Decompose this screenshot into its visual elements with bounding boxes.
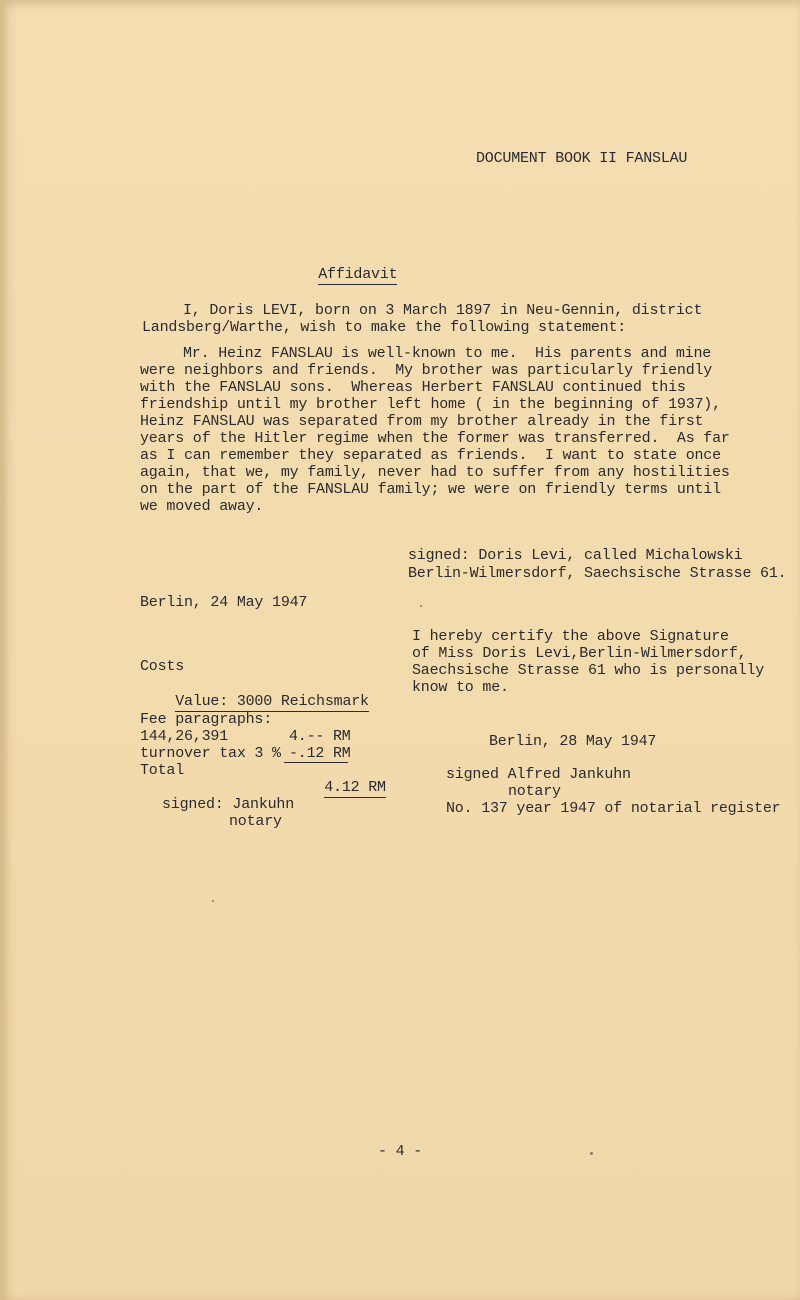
page-edge-shadow bbox=[0, 0, 8, 1300]
statement-line-2: were neighbors and friends. My brother was particularly friendly bbox=[140, 362, 713, 379]
statement-line-6: years of the Hitler regime when the former was transferred. As far bbox=[140, 430, 730, 447]
paper-speck bbox=[212, 900, 214, 902]
statement-line-4: friendship until my brother left home ( in the beginning of 1937), bbox=[140, 396, 721, 413]
notary-left-signed: signed: Jankuhn bbox=[162, 796, 295, 813]
total-label: Total bbox=[140, 762, 185, 779]
signature-line-2: Berlin-Wilmersdorf, Saechsische Strasse 61. bbox=[408, 565, 787, 582]
statement-line-10: we moved away. bbox=[140, 498, 264, 515]
page-number: - 4 - bbox=[378, 1143, 423, 1160]
notary-right-signed: signed Alfred Jankuhn bbox=[446, 766, 631, 783]
intro-line-2: Landsberg/Warthe, wish to make the following statement: bbox=[142, 319, 627, 336]
notary-left-role: notary bbox=[229, 813, 282, 830]
costs-label: Costs bbox=[140, 658, 185, 675]
paper-speck bbox=[420, 605, 422, 607]
fee-paragraphs-label: 144,26,391 bbox=[140, 728, 229, 745]
fee-paragraphs-amount: 4.-- RM bbox=[289, 728, 351, 745]
total-amount bbox=[289, 762, 386, 813]
statement-line-3: with the FANSLAU sons. Whereas Herbert FANSLAU continued this bbox=[140, 379, 686, 396]
statement-line-1: Mr. Heinz FANSLAU is well-known to me. His parents and mine bbox=[183, 345, 712, 362]
date-berlin-24-may: Berlin, 24 May 1947 bbox=[140, 594, 308, 611]
certification-line-1: I hereby certify the above Signature bbox=[412, 628, 729, 645]
paper-speck bbox=[590, 1152, 593, 1155]
affidavit-title bbox=[283, 249, 397, 300]
notary-right-role: notary bbox=[508, 783, 561, 800]
notary-right-date: Berlin, 28 May 1947 bbox=[489, 733, 657, 750]
certification-line-2: of Miss Doris Levi,Berlin-Wilmersdorf, bbox=[412, 645, 747, 662]
intro-line-1: I, Doris LEVI, born on 3 March 1897 in Neu-Gennin, district bbox=[183, 302, 703, 319]
document-book-header: DOCUMENT BOOK II FANSLAU bbox=[476, 150, 688, 167]
statement-line-9: on the part of the FANSLAU family; we were on friendly terms until bbox=[140, 481, 721, 498]
total-amount-text: 4.12 RM bbox=[324, 779, 386, 796]
costs-value-text: Value: 3000 Reichsmark bbox=[175, 693, 369, 710]
statement-line-7: as I can remember they separated as friends. I want to state once bbox=[140, 447, 721, 464]
certification-line-4: know to me. bbox=[412, 679, 509, 696]
fee-paragraphs-heading: Fee paragraphs: bbox=[140, 711, 273, 728]
statement-line-5: Heinz FANSLAU was separated from my brother already in the first bbox=[140, 413, 704, 430]
notarial-register: No. 137 year 1947 of notarial register bbox=[446, 800, 781, 817]
affidavit-title-text: Affidavit bbox=[318, 266, 398, 283]
signature-line-1: signed: Doris Levi, called Michalowski bbox=[408, 547, 743, 564]
certification-line-3: Saechsische Strasse 61 who is personally bbox=[412, 662, 765, 679]
turnover-tax-label: turnover tax 3 % bbox=[140, 745, 281, 762]
turnover-tax-amount: -.12 RM bbox=[289, 745, 351, 762]
statement-line-8: again, that we, my family, never had to suffer from any hostilities bbox=[140, 464, 730, 481]
